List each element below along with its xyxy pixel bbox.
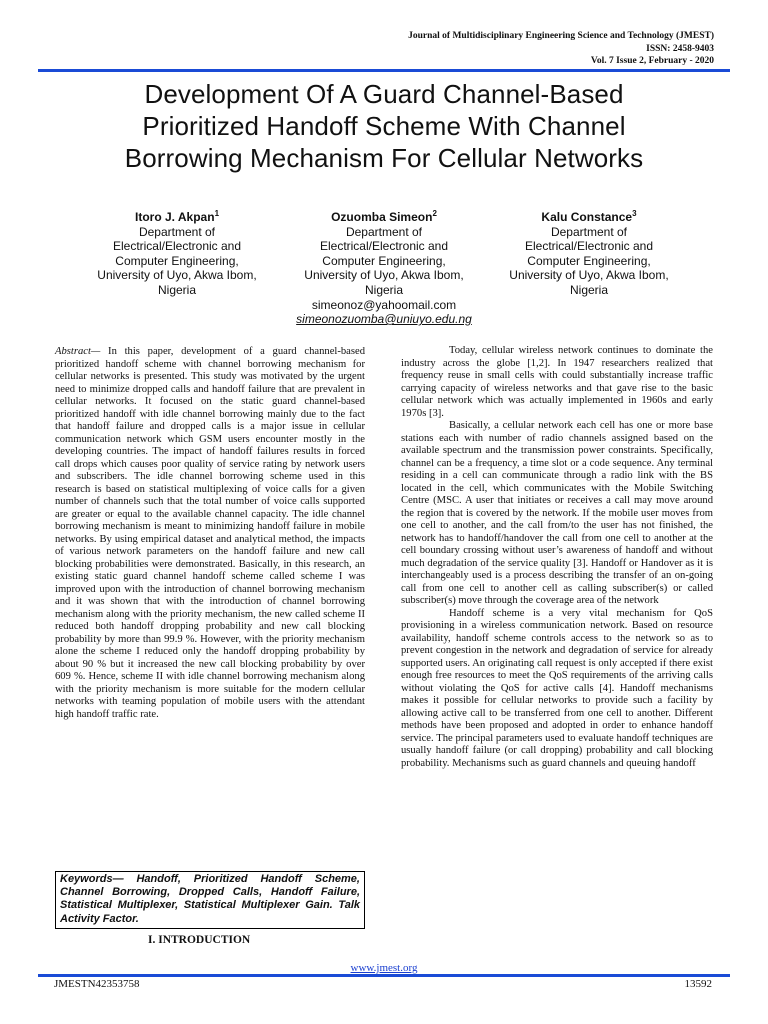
author-email-link[interactable]: simeonozuomba@uniuyo.edu.ng xyxy=(296,312,472,327)
author-affiliation-line: Electrical/Electronic and xyxy=(319,239,449,254)
abstract-label: Abstract— xyxy=(55,346,101,357)
author-affiliation-line: Department of xyxy=(138,224,216,239)
paragraph: Handoff scheme is a very vital mechanism for QoS provisioning in a wireless communication network. Based on resource availability, handoff scheme controls access to the network so as to prevent congestion in the network and degradation of service for already supported users. An originating call request is only accepted if there exist enough free resources to meet the QoS requirements of the arriving calls without violating the QoS for active calls [4]. Handoff mechanisms makes it possible for cellular networks to provide such a facility by allowing active call to be transferred from one cell to another. Different methods have been proposed and adopted in order to enhance handoff service. The principal parameters used to evaluate handoff techniques are usually handoff failure (or call dropping) probability and call blocking probability. Mechanisms such as guard channels and queuing handoff xyxy=(401,607,713,769)
author-affiliation-line: Computer Engineering, xyxy=(527,253,651,268)
title-line: Development Of A Guard Channel-Based xyxy=(144,79,624,109)
author-affiliation-line: Nigeria xyxy=(569,282,608,297)
author-block-3 xyxy=(484,207,694,298)
abstract xyxy=(55,346,365,721)
author-block-2 xyxy=(279,207,489,327)
footer-website-link[interactable]: www.jmest.org xyxy=(350,962,418,974)
paper-title xyxy=(40,78,728,174)
author-affiliation-line: Department of xyxy=(550,224,628,239)
paragraph: Today, cellular wireless network continues to dominate the industry across the globe [1,2]. In 1947 researchers realized that frequency reuse in small cells with could substantially increase traffic carrying capacity of wireless networks and that gave rise to the basic cellular network which was actually implemented in 1960s and early 1970s [3]. xyxy=(401,345,713,419)
title-line: Borrowing Mechanism For Cellular Networks xyxy=(124,143,644,173)
journal-name: Journal of Multidisciplinary Engineering Science and Technology (JMEST) xyxy=(408,31,714,41)
keywords-box: Keywords— Handoff, Prioritized Handoff Scheme, Channel Borrowing, Dropped Calls, Handoff Failure, Statistical Multiplexer, Statistical Multiplexer Gain. Talk Activity Factor. xyxy=(55,871,365,929)
author-affiliation-line: Nigeria xyxy=(364,282,403,297)
author-name: Itoro J. Akpan$^1$ xyxy=(134,209,220,224)
journal-header xyxy=(294,30,714,68)
section-heading-introduction: I. INTRODUCTION xyxy=(148,934,251,946)
header-rule xyxy=(38,69,730,72)
author-affiliation-line: Department of xyxy=(345,224,423,239)
journal-issn: ISSN: 2458-9403 xyxy=(646,43,714,54)
author-name: Kalu Constance$^3$ xyxy=(541,209,637,224)
author-block-1 xyxy=(72,207,282,298)
author-affiliation-line: University of Uyo, Akwa Ibom, xyxy=(509,268,669,283)
footer-rule xyxy=(38,974,730,977)
author-affiliation-line: Computer Engineering, xyxy=(115,253,239,268)
journal-volume: Vol. 7 Issue 2, February - 2020 xyxy=(590,56,714,67)
footer-page-number: 13592 xyxy=(684,978,712,990)
author-affiliation-line: Computer Engineering, xyxy=(322,253,446,268)
author-affiliation-line: University of Uyo, Akwa Ibom, xyxy=(304,268,464,283)
author-affiliation-line: Electrical/Electronic and xyxy=(112,239,242,254)
author-name: Ozuomba Simeon$^2$ xyxy=(331,209,437,224)
paragraph: Basically, a cellular network each cell has one or more base stations each with number of radio channels assigned based on the available spectrum and the transmission power constraints. Specifically, channel can be a frequency, a time slot or a code sequence. Any terminal residing in a cell can communicate through a radio link with the BS located in the cell, which communicates with the Mobile Switching Centre (MSC. A user that initiates or receives a call may move around the region that is covered by the network. If the mobile user moves from one cell to another, and the call from/to the user has not finished, the network has to handoff/handover the call from one cell to another at the cell boundary crossing without user’s awareness of handoff and without much degradation of the service quality [3]. Handoff or Handover as it is interchangeably used is a process describing the transfer of an on-going call from one cell to another cell as calling subscriber(s) or called subscriber(s) move through the coverage area of the network xyxy=(401,420,713,606)
footer-article-id: JMESTN42353758 xyxy=(54,978,140,990)
author-affiliation-line: Electrical/Electronic and xyxy=(524,239,654,254)
author-affiliation-line: Nigeria xyxy=(157,282,196,297)
abstract-text: In this paper, development of a guard channel-based prioritized handoff scheme with channel borrowing mechanism for cellular networks is presented. This study was motivated by the urgent need to minimize dropped calls and handoff failure that are prevalent in cellular networks. It focused on the static guard channel-based prioritized handoff with idle channel borrowing mainly due to the fact that handoff failure and dropped calls is a major issue in cellular communication network which GSM users encounter mostly in the developing countries. The impact of handoff failures results in forced call drops which causes poor quality of service rating by network users and subscribers. The idle channel borrowing scheme used in this research is based on statistical multiplexing of voice calls for a given number of channels such that the total number of voice calls supported are greater or equal to the available channel capacity. The idle channel borrowing mechanism is meant to minimizing handoff failure in mobile networks. By using empirical dataset and analytical method, the impacts of various network parameters on the handoff failure and new call blocking probabilities were demonstrated. Basically, in this research, an existing static guard channel handoff scheme called scheme I was improved upon with the introduction of channel borrowing mechanism and it was shown that with the introduction of channel borrowing mechanism along with the priority mechanism, the new called scheme II reduced both handoff dropping probability and new call blocking probability by more than 99.9 %. However, with the priority mechanism alone the scheme I reduced only the handoff dropping probability by about 90 % but it increased the new call blocking probability by over 609 %. Hence, scheme II with idle channel borrowing mechanism along with the priority mechanism is more suitable for the modern cellular networks with teaming population of mobile users with the attendant high handoff traffic rate. xyxy=(55,346,365,720)
author-email[interactable]: simeonoz@yahoomail.com xyxy=(311,297,457,312)
author-affiliation-line: University of Uyo, Akwa Ibom, xyxy=(97,268,257,283)
title-line: Prioritized Handoff Scheme With Channel xyxy=(142,111,626,141)
introduction-text xyxy=(401,345,713,770)
